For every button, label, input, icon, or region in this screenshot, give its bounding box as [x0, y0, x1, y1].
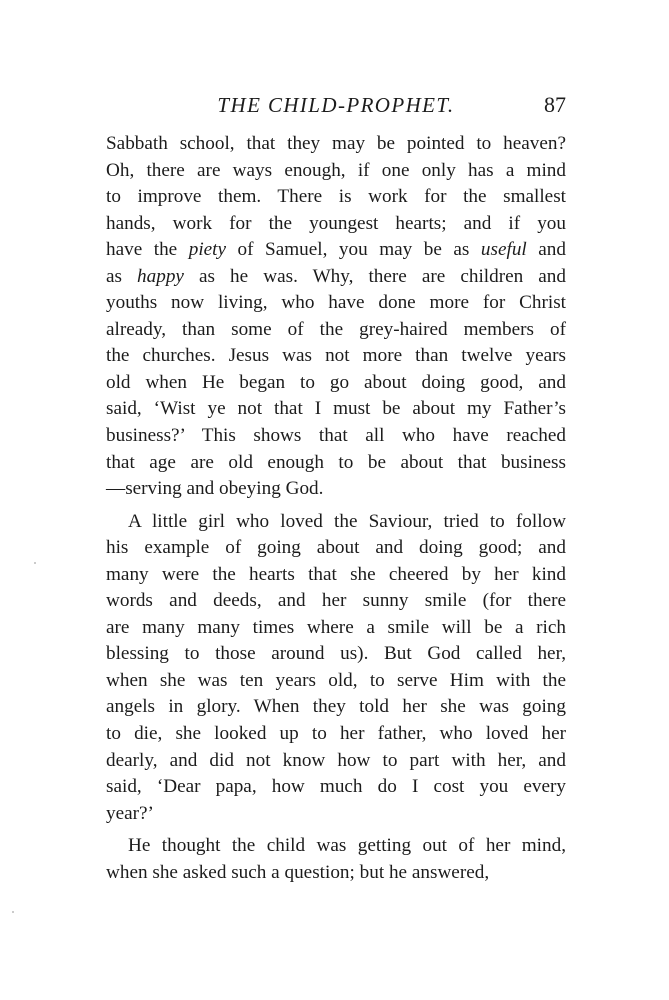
text-run: year?’: [106, 802, 154, 824]
text-line: [106, 721, 566, 748]
text-run: dearly, and did not know how to part with her, and: [106, 749, 566, 771]
text-run: of Samuel, you may be as: [226, 239, 481, 261]
text-line: [106, 131, 566, 158]
text-line: [106, 668, 566, 695]
text-line: [106, 290, 566, 317]
italic-word: happy: [137, 265, 184, 287]
text-line: [106, 588, 566, 615]
text-run: old when He began to go about doing good, and: [106, 371, 566, 393]
text-run: that age are old enough to be about that business: [106, 451, 566, 473]
text-run: and: [526, 239, 566, 261]
text-run: when she asked such a question; but he answered,: [106, 861, 490, 883]
text-line: [106, 211, 566, 238]
text-run: are many many times where a smile will be a rich: [106, 616, 566, 638]
paragraph: [106, 509, 566, 828]
text-run: blessing to those around us). But God called her,: [106, 643, 566, 665]
text-line: [106, 158, 566, 185]
text-line: [106, 450, 566, 477]
text-run: many were the hearts that she cheered by her kind: [106, 563, 566, 585]
text-run: hands, work for the youngest hearts; and if you: [106, 212, 566, 234]
text-run: He thought the child was getting out of her mind,: [128, 835, 566, 857]
text-line: [106, 509, 566, 536]
text-run: have the: [106, 239, 189, 261]
paper-speck: [12, 911, 14, 913]
text-line: [106, 317, 566, 344]
running-head: [106, 93, 566, 123]
text-line: [106, 184, 566, 211]
text-line: [106, 535, 566, 562]
text-line: [106, 370, 566, 397]
italic-word: useful: [480, 239, 527, 261]
text-line: [106, 343, 566, 370]
text-line: [106, 833, 566, 860]
text-run: as he was. Why, there are children and: [183, 265, 566, 287]
italic-word: piety: [188, 239, 227, 261]
text-line: [106, 748, 566, 775]
page-number: 87: [544, 92, 566, 117]
text-run: the churches. Jesus was not more than twelve years: [106, 345, 566, 367]
paper-speck: [34, 562, 36, 564]
body-text: [106, 131, 566, 886]
text-line: [106, 615, 566, 642]
text-run: A little girl who loved the Saviour, tried to follow: [128, 510, 566, 532]
text-line: [106, 562, 566, 589]
text-line: [106, 774, 566, 801]
text-run: Sabbath school, that they may be pointed to heaven?: [106, 133, 566, 154]
text-run: Oh, there are ways enough, if one only has a mind: [106, 159, 566, 181]
text-line: [106, 237, 566, 264]
text-run: youths now living, who have done more for Christ: [106, 292, 566, 314]
text-line: [106, 476, 566, 503]
text-run: already, than some of the grey-haired members of: [106, 318, 566, 340]
text-run: when she was ten years old, to serve Him with the: [106, 669, 566, 691]
text-line: [106, 396, 566, 423]
text-line: [106, 694, 566, 721]
text-run: his example of going about and doing good; and: [106, 537, 566, 559]
text-line: [106, 860, 566, 887]
paragraph: [106, 131, 566, 503]
text-run: to die, she looked up to her father, who loved her: [106, 723, 566, 745]
text-run: words and deeds, and her sunny smile (for there: [106, 590, 566, 612]
running-title: THE CHILD-PROPHET.: [217, 93, 455, 117]
text-run: —serving and obeying God.: [106, 478, 324, 500]
paragraph: [106, 833, 566, 886]
text-line: [106, 423, 566, 450]
text-line: [106, 641, 566, 668]
text-line: [106, 264, 566, 291]
text-run: as: [106, 265, 138, 287]
text-run: said, ‘Wist ye not that I must be about my Father’s: [106, 398, 566, 420]
text-line: [106, 801, 566, 828]
text-run: said, ‘Dear papa, how much do I cost you every: [106, 776, 566, 798]
text-run: angels in glory. When they told her she was going: [106, 696, 566, 718]
text-run: to improve them. There is work for the smallest: [106, 186, 566, 208]
text-run: business?’ This shows that all who have reached: [106, 425, 566, 447]
